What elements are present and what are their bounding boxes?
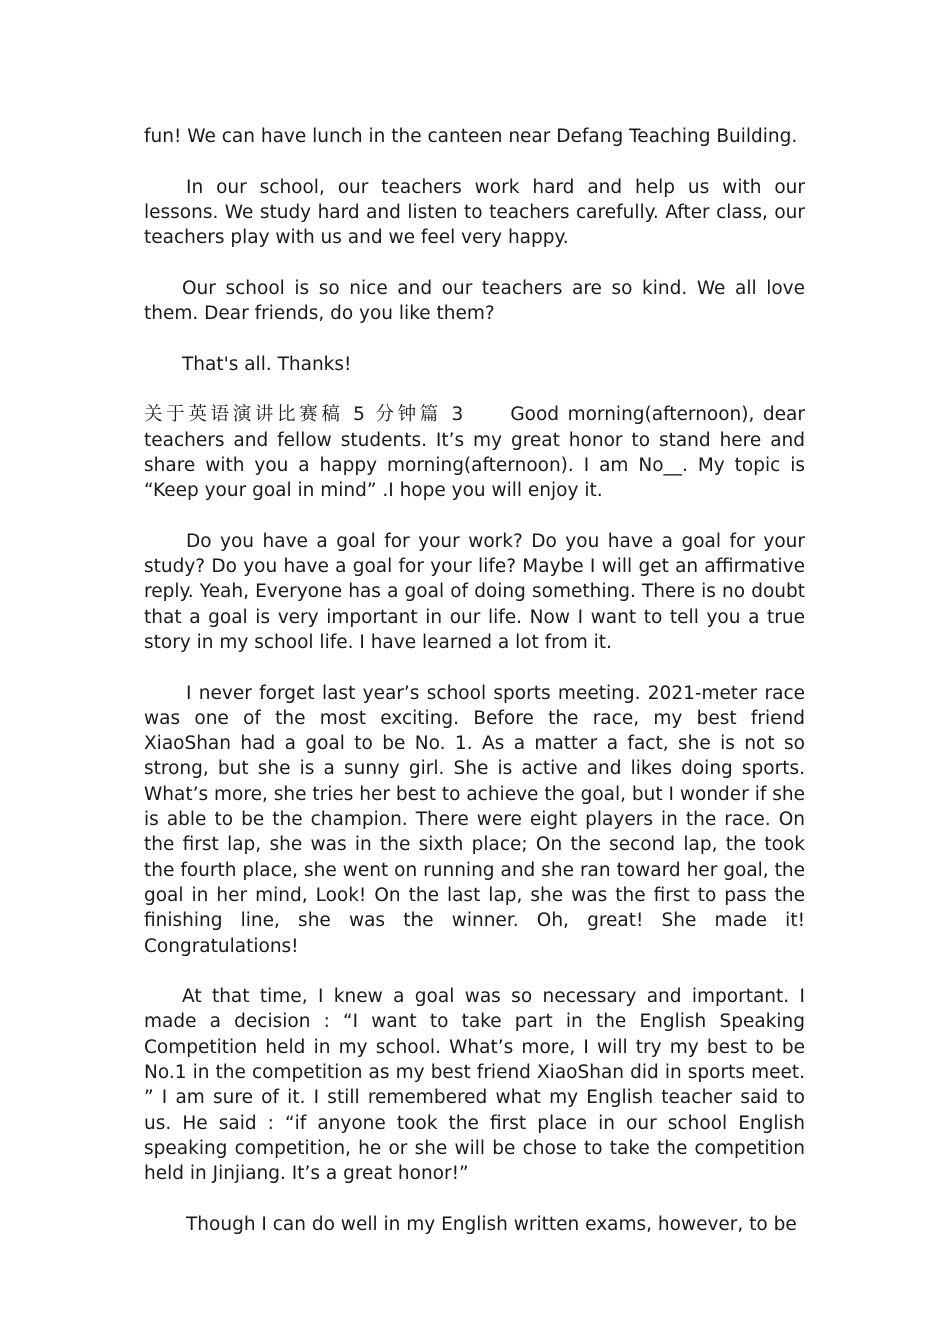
paragraph-canteen: fun! We can have lunch in the canteen near Defang Teaching Building. <box>144 126 798 147</box>
paragraph-teachers: In our school, our teachers work hard and help us with our lessons. We study hard and listen to teachers carefully. After class, our teachers play with us and we feel very happy. <box>144 176 805 249</box>
speech-intro-text: Good morning(afternoon), dear teachers and fellow students. It’s my great honor to stand here and share with you a happy morning(afternoon). I am No__. My topic is “Keep your goal in mind” .I hope you will enjoy it. <box>144 404 806 502</box>
paragraph-sports-meeting: I never forget last year’s school sports meeting. 2021-meter race was one of the most exciting. Before the race, my best friend XiaoShan had a goal to be No. 1. As a matter a fact, she is not so strong, but she is a sunny girl. She is active and likes doing sports. What’s more, she tries her best to achieve the goal, but I wonder if she is able to be the champion. There were eight players in the race. On the first lap, she was in the sixth place; On the second lap, the took the fourth place, she went on running and she ran toward her goal, the goal in her mind, Look! On the last lap, she was the first to pass the finishing line, she was the winner. Oh, great! She made it! Congratulations! <box>144 682 805 957</box>
paragraph-decision: At that time, I knew a goal was so necessary and important. I made a decision : “I want to take part in the English Speaking Competition held in my school. What’s more, I will try my best to be No.1 in the competition as my best friend XiaoShan did in sports meet. ” I am sure of it. I still remembered what my English teacher said to us. He said : “if anyone took the first place in our school English speaking competition, he or she will be chose to take the competition held in Jinjiang. It’s a great honor!” <box>144 986 805 1185</box>
paragraph-speech-intro <box>144 402 805 503</box>
section-heading: 关于英语演讲比赛稿 5 分钟篇 3 <box>144 404 465 426</box>
paragraph-written-exams: Though I can do well in my English written exams, however, to be <box>186 1213 797 1235</box>
paragraph-thanks: That's all. Thanks! <box>182 353 352 375</box>
paragraph-school-nice: Our school is so nice and our teachers are so kind. We all love them. Dear friends, do you like them? <box>144 277 805 325</box>
paragraph-goal-questions: Do you have a goal for your work? Do you have a goal for your study? Do you have a goal for your life? Maybe I will get an affirmative reply. Yeah, Everyone has a goal of doing something. There is no doubt that a goal is very important in our life. Now I want to tell you a true story in my school life. I have learned a lot from it. <box>144 530 805 653</box>
document-body <box>144 124 805 1237</box>
